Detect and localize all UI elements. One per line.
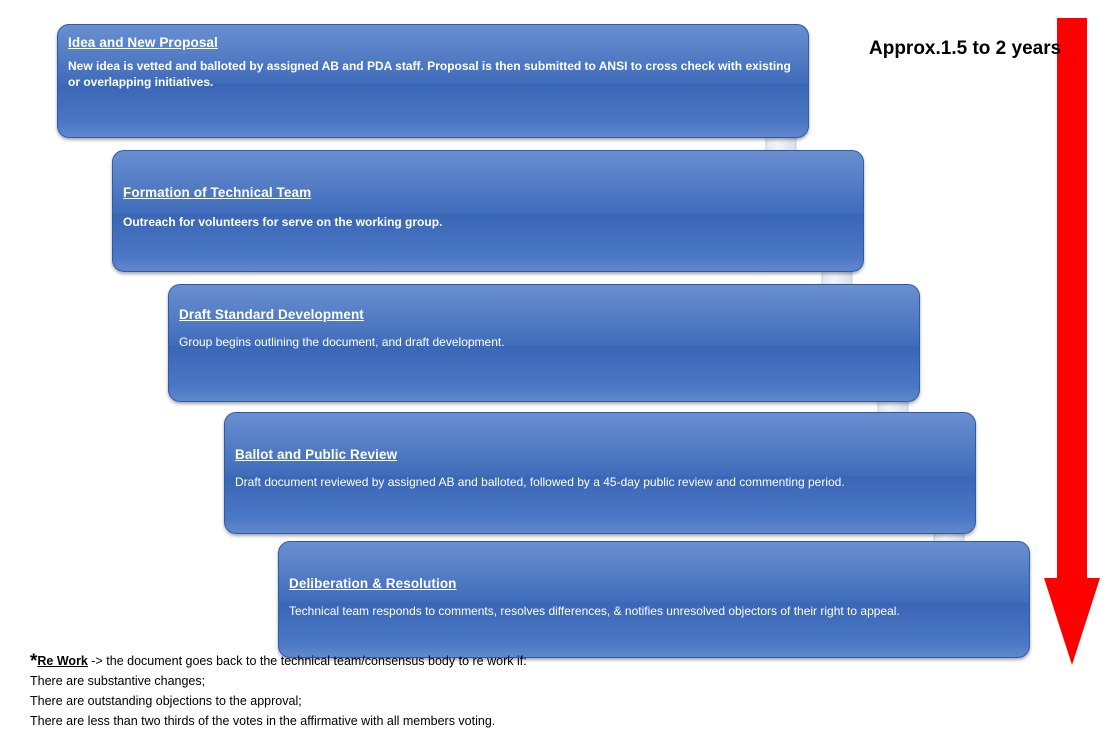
step-body: Technical team responds to comments, resolves differences, & notifies unresolved objectors of their right to appeal. bbox=[289, 603, 900, 618]
step-formation-of-technical-team[interactable] bbox=[112, 150, 864, 272]
step-ballot-and-public-review[interactable] bbox=[224, 412, 976, 534]
footnote-line: There are substantive changes; bbox=[30, 673, 206, 688]
step-body: Group begins outlining the document, and draft development. bbox=[179, 334, 505, 349]
step-title: Draft Standard Development bbox=[179, 307, 364, 322]
footnote-line: There are less than two thirds of the votes in the affirmative with all members voting. bbox=[30, 714, 496, 729]
step-body: Outreach for volunteers for serve on the working group. bbox=[123, 214, 443, 229]
asterisk-marker: * bbox=[30, 651, 38, 672]
step-draft-standard-development[interactable] bbox=[168, 284, 920, 402]
footnote-block bbox=[30, 652, 730, 732]
step-body: Draft document reviewed by assigned AB and balloted, followed by a 45-day public review and commenting period. bbox=[235, 474, 845, 489]
timeline-arrow-icon bbox=[1043, 18, 1101, 666]
step-title: Deliberation & Resolution bbox=[289, 576, 457, 591]
step-title: Formation of Technical Team bbox=[123, 185, 312, 200]
footnote-intro-text: -> the document goes back to the technical team/consensus body to re work if: bbox=[87, 654, 527, 668]
step-idea-and-new-proposal[interactable] bbox=[57, 24, 809, 138]
footnote-line: There are outstanding objections to the approval; bbox=[30, 694, 302, 708]
timeline-duration-label: Approx.1.5 to 2 years bbox=[869, 38, 1062, 59]
footnote-intro-line bbox=[30, 652, 730, 671]
step-body: New idea is vetted and balloted by assigned AB and PDA staff. Proposal is then submitted to ANSI to cross check with existing or overlapping initiatives. bbox=[68, 58, 791, 90]
step-title: Ballot and Public Review bbox=[235, 447, 398, 462]
step-title: Idea and New Proposal bbox=[68, 35, 218, 50]
step-deliberation-and-resolution[interactable] bbox=[278, 541, 1030, 658]
rework-label: Re Work bbox=[37, 654, 88, 668]
